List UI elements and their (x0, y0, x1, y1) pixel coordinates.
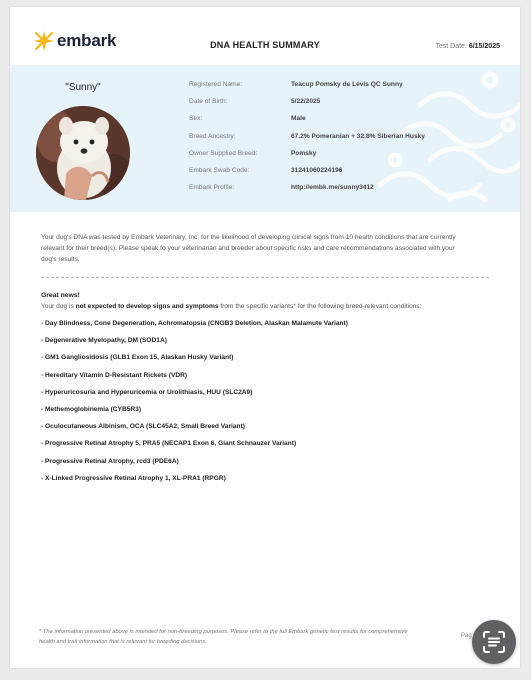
condition-item: - Day Blindness, Cone Degeneration, Achromatopsia (CNGB3 Deletion, Alaskan Malamute Variant) (41, 320, 348, 327)
condition-item: - Degenerative Myelopathy, DM (SOD1A) (41, 337, 167, 345)
field-label: Owner Supplied Breed: (189, 149, 258, 157)
condition-item: - X-Linked Progressive Retinal Atrophy 1, XL-PRA1 (RPGR) (41, 474, 226, 482)
results-headline: Great news! (41, 292, 80, 299)
summary-tail: from the specific variants* for the following breed-relevant conditions: (218, 303, 422, 310)
condition-item: - GM1 Gangliosidosis (GLB1 Exon 15, Alaskan Husky Variant) (41, 354, 234, 362)
dog-profile-panel (10, 65, 520, 212)
conditions-list (41, 320, 501, 492)
intro-paragraph: Your dog's DNA was tested by Embark Veterinary, Inc. for the likelihood of developing clinical signs from 10 health conditions that are currently relevant for their breed(s). Please speak to your veterinarian and breeder about specific risks and care recommendations associated with your dog's results. (41, 234, 456, 263)
field-label: Embark Profile: (189, 184, 235, 192)
report-header (10, 7, 520, 65)
lens-scan-icon (472, 620, 516, 664)
summary-emphasis: not expected to develop signs and symptoms (75, 303, 219, 310)
test-date-value: 6/15/2025 (468, 43, 500, 50)
field-value: 5/22/2025 (291, 98, 321, 106)
field-label: Embark Swab Code: (189, 166, 250, 174)
document-title: DNA HEALTH SUMMARY (210, 40, 320, 50)
footnote: * The information presented above is intended for non-breeding purposes. Please refer to the full Embark genetic test results for comprehensive health and trait information that is relevant for breeding decisions. (39, 629, 408, 645)
section-divider (41, 277, 489, 278)
field-label: Breed Ancestry: (189, 132, 236, 140)
dog-photo (36, 106, 130, 200)
embark-profile-link[interactable]: http://embk.me/sunny3412 (291, 184, 374, 192)
field-value: 67.2% Pomeranian + 32.8% Siberian Husky (291, 132, 425, 140)
condition-item: - Oculocutaneous Albinism, OCA (SLC45A2, Small Breed Variant) (41, 423, 245, 431)
test-date-label: Test Date: (435, 43, 467, 50)
field-value: Pomsky (291, 149, 317, 157)
document-page (10, 7, 520, 668)
condition-item: - Hyperuricosuria and Hyperuricemia or Urolithiasis, HUU (SLC2A9) (41, 388, 253, 396)
field-value: Male (291, 115, 306, 123)
condition-item: - Progressive Retinal Atrophy 5, PRA5 (NECAP1 Exon 6, Giant Schnauzer Variant) (41, 440, 297, 448)
results-summary (41, 303, 491, 310)
condition-item: - Methemoglobinemia (CYB5R3) (41, 405, 142, 413)
field-value: Teacup Pomsky de Lévis QC Sunny (291, 81, 403, 88)
field-label: Sex: (189, 115, 203, 123)
page-number: Pag (461, 633, 472, 639)
lens-scan-button[interactable] (472, 620, 516, 664)
summary-lead: Your dog is (41, 303, 76, 310)
condition-item: - Hereditary Vitamin D-Resistant Rickets (VDR) (41, 371, 188, 379)
dog-name: "Sunny" (65, 82, 101, 93)
field-value: 31241060224196 (291, 166, 343, 174)
field-label: Date of Birth: (189, 98, 228, 106)
test-date (435, 43, 500, 50)
brand-name: embark (57, 31, 117, 50)
field-label: Registered Name: (189, 81, 243, 88)
condition-item: - Progressive Retinal Atrophy, rcd3 (PDE6A) (41, 457, 179, 465)
